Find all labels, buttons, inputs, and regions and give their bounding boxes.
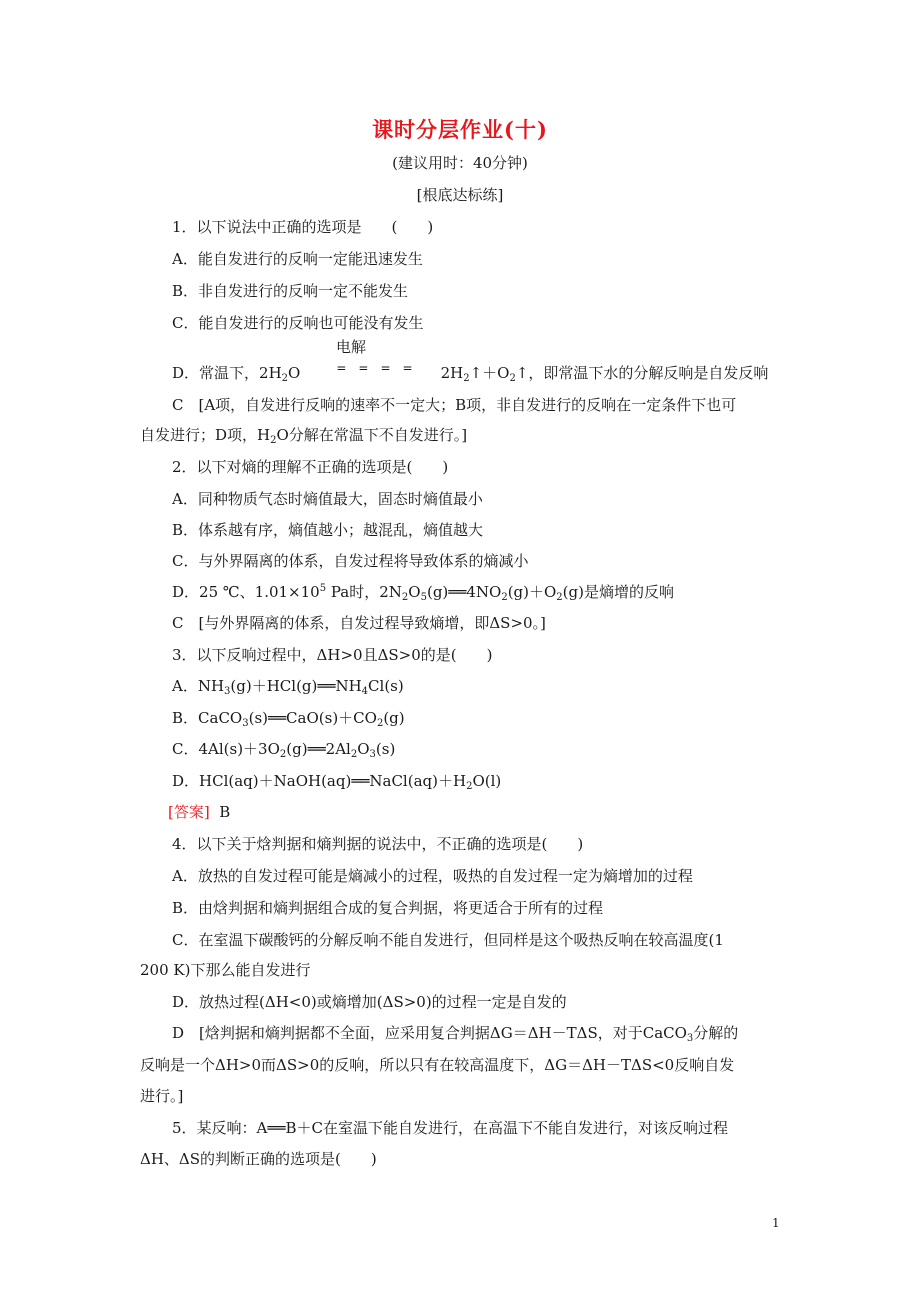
q4-option-a: A．放热的自发过程可能是熵减小的过程，吸热的自发过程一定为熵增加的过程 xyxy=(172,867,693,885)
answer-label: [答案] xyxy=(168,803,210,821)
q1-option-c: C．能自发进行的反响也可能没有发生 xyxy=(172,314,424,332)
q1-stem: 1．以下说法中正确的选项是 ( ) xyxy=(172,218,434,236)
page-number: 1 xyxy=(772,1216,780,1230)
q1-answer-line2: 自发进行；D项，$H_2O$分解在常温下不自发进行。] xyxy=(140,426,468,446)
q1-electrolysis-label: 电解 xyxy=(336,338,367,356)
q1-answer-line1: C [A项，自发进行反响的速率不一定大；B项，非自发进行的反响在一定条件下也可 xyxy=(172,396,737,414)
q3-option-c: C．$4Al(s)+3O_2(g)══2Al_2O_3(s)$ xyxy=(172,740,396,760)
q1-option-d: D．常温下，$2H_2O$ = = = = $2H_2↑+O_2↑$，即常温下水的分解反响是自发反响 xyxy=(172,361,769,384)
q2-option-d: D．25 ℃、$1.01\times 10^5$ Pa时，$2N_2O_5(g)══4NO_2(g)+O_2(g)$是熵增的反响 xyxy=(172,583,674,603)
suggested-time: (建议用时：40分钟) xyxy=(392,154,528,172)
q4-stem: 4．以下关于焓判据和熵判据的说法中，不正确的选项是( ) xyxy=(172,835,584,853)
q2-option-b: B．体系越有序，熵值越小；越混乱，熵值越大 xyxy=(172,521,484,539)
q4-option-b: B．由焓判据和熵判据组合成的复合判据，将更适合于所有的过程 xyxy=(172,899,604,917)
q3-option-d: D．$HCl(aq)+NaOH(aq)══NaCl(aq)+H_2O(l)$ xyxy=(172,772,502,792)
q2-option-a: A．同种物质气态时熵值最大，固态时熵值最小 xyxy=(172,490,483,508)
q4-answer-line3: 进行。] xyxy=(140,1087,184,1105)
q2-stem: 2．以下对熵的理解不正确的选项是( ) xyxy=(172,458,449,476)
q2-answer: C [与外界隔离的体系，自发过程导致熵增，即ΔS>0。] xyxy=(172,614,546,632)
q1-option-a: A．能自发进行的反响一定能迅速发生 xyxy=(172,250,423,268)
q5-stem-line2: ΔH、ΔS的判断正确的选项是( ) xyxy=(140,1150,377,1168)
q4-answer-line1: D [焓判据和熵判据都不全面，应采用复合判据ΔG＝ΔH－TΔS，对于CaCO$_3$分解的 xyxy=(172,1024,739,1044)
q4-option-c-line1: C．在室温下碳酸钙的分解反响不能自发进行，但同样是这个吸热反响在较高温度(1 xyxy=(172,931,724,949)
q3-stem: 3．以下反响过程中，ΔH>0且ΔS>0的是( ) xyxy=(172,646,493,664)
q3-option-b: B．$CaCO_3(s)══CaO(s)+CO_2(g)$ xyxy=(172,709,405,729)
q3-option-a: A．$NH_3(g)+HCl(g)══NH_4Cl(s)$ xyxy=(172,677,404,697)
q4-option-c-line2: 200 K)下那么能自发进行 xyxy=(140,961,311,979)
page-title: 课时分层作业(十) xyxy=(372,117,548,142)
q5-stem-line1: 5．某反响：A══B＋C在室温下能自发进行，在高温下不能自发进行，对该反响过程 xyxy=(172,1119,728,1137)
q1-option-b: B．非自发进行的反响一定不能发生 xyxy=(172,282,409,300)
section-heading: [根底达标练] xyxy=(416,186,504,204)
q1-equal-marks: = = = = xyxy=(336,361,413,375)
q3-answer: [答案] B xyxy=(168,803,231,821)
q2-option-c: C．与外界隔离的体系，自发过程将导致体系的熵减小 xyxy=(172,552,529,570)
q4-answer-line2: 反响是一个ΔH>0而ΔS>0的反响，所以只有在较高温度下，ΔG＝ΔH－TΔS<0反响自发 xyxy=(140,1056,735,1074)
q4-option-d: D．放热过程(ΔH<0)或熵增加(ΔS>0)的过程一定是自发的 xyxy=(172,993,567,1011)
